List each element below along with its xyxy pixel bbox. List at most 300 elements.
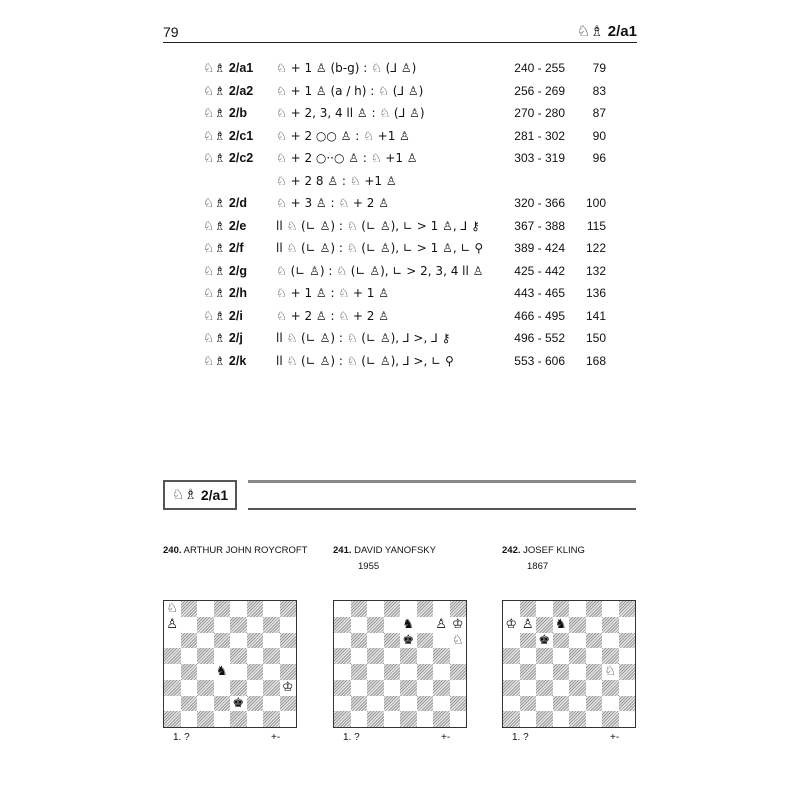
chess-piece-black: ♚ — [536, 633, 553, 649]
problem-year — [188, 561, 343, 573]
problem-heading — [502, 545, 682, 573]
board-square — [214, 696, 231, 712]
knight-bishop-icon: ♘♗ — [203, 217, 226, 233]
board-square — [247, 648, 264, 664]
chess-piece-white: ♘ — [602, 664, 619, 680]
knight-bishop-icon: ♘♗ — [203, 330, 226, 345]
knight-bishop-icon: ♘♗ — [203, 195, 226, 210]
toc-row — [203, 147, 613, 170]
board-square — [384, 601, 401, 617]
toc-code: ♘♗ 2/i — [203, 307, 243, 323]
chess-piece-white: ♙ — [520, 617, 537, 633]
board-square — [450, 648, 467, 664]
toc-row — [203, 215, 613, 238]
board-square — [536, 680, 553, 696]
board-square — [247, 680, 264, 696]
board-square — [569, 648, 586, 664]
board-square — [280, 601, 297, 617]
toc-description: ♘ + 2 8 ♙ : ♘ +1 ♙ — [276, 173, 397, 188]
chess-piece-black: ♚ — [230, 696, 247, 712]
board-square — [503, 711, 520, 727]
chess-piece-white: ♘ — [164, 601, 181, 617]
toc-page: 79 — [592, 61, 606, 75]
board-square — [553, 648, 570, 664]
board-square — [536, 648, 553, 664]
board-square — [197, 633, 214, 649]
toc-range: 425 - 442 — [514, 263, 565, 278]
problem-year: 1955 — [358, 561, 380, 572]
toc-description: ♘ (∟ ♙) : ♘ (∟ ♙), ∟ > 2, 3, 4 ll ♙ — [276, 263, 484, 278]
board-square — [384, 680, 401, 696]
board-square — [384, 711, 401, 727]
board-square — [586, 633, 603, 649]
board-square — [619, 711, 636, 727]
board-square — [400, 696, 417, 712]
board-square — [214, 601, 231, 617]
toc-row — [203, 282, 613, 305]
toc-description: ll ♘ (∟ ♙) : ♘ (∟ ♙), ∟ > 1 ♙, ⅃ ⚷ — [276, 218, 480, 233]
board-square — [164, 633, 181, 649]
board-square — [417, 601, 434, 617]
toc-page: 115 — [586, 218, 606, 233]
board-square — [367, 648, 384, 664]
board-square — [602, 711, 619, 727]
board-square — [334, 664, 351, 680]
toc-description: ll ♘ (∟ ♙) : ♘ (∟ ♙), ⅃ >, ∟ ⚲ — [276, 353, 454, 368]
board-square — [619, 633, 636, 649]
toc-range: 281 - 302 — [514, 128, 565, 143]
board-square — [503, 664, 520, 680]
board-square — [230, 601, 247, 617]
toc-page: 100 — [585, 196, 606, 210]
board-square — [417, 680, 434, 696]
header-rule — [163, 42, 637, 43]
board-square — [367, 633, 384, 649]
board-square — [230, 617, 247, 633]
board-square — [433, 711, 450, 727]
board-square — [181, 711, 198, 727]
toc-code: ♘♗ 2/g — [203, 262, 247, 278]
toc-page: 90 — [592, 128, 606, 143]
board-square — [367, 680, 384, 696]
board-square — [417, 696, 434, 712]
toc-page: 83 — [592, 83, 606, 98]
board-square — [263, 633, 280, 649]
board-square — [400, 711, 417, 727]
section-rule — [248, 480, 636, 510]
board-square — [433, 664, 450, 680]
board-square — [334, 696, 351, 712]
board-square — [164, 648, 181, 664]
chess-piece-white: ♔ — [280, 680, 297, 696]
toc-description: ♘ + 2 ○··○ ♙ : ♘ +1 ♙ — [276, 151, 418, 165]
board-square — [503, 648, 520, 664]
board-square — [181, 680, 198, 696]
board-square — [553, 680, 570, 696]
board-square — [197, 617, 214, 633]
toc-code: ♘♗ 2/f — [203, 240, 244, 255]
board-square — [351, 601, 368, 617]
toc-row — [203, 102, 613, 125]
toc-row — [203, 327, 613, 350]
board-square — [503, 680, 520, 696]
board-square — [586, 664, 603, 680]
toc-page: 122 — [585, 241, 606, 255]
board-square — [503, 696, 520, 712]
problem-result: +- — [441, 732, 451, 743]
board-square — [351, 696, 368, 712]
board-square — [197, 680, 214, 696]
toc-page: 87 — [592, 106, 606, 120]
board-square — [197, 601, 214, 617]
toc-row — [203, 350, 613, 373]
toc-code: ♘♗ 2/h — [203, 285, 247, 300]
board-square — [247, 601, 264, 617]
board-square — [384, 648, 401, 664]
board-square — [351, 617, 368, 633]
board-square — [164, 696, 181, 712]
board-square — [197, 696, 214, 712]
board-square — [384, 633, 401, 649]
knight-bishop-icon: ♘♗ — [203, 127, 226, 143]
contents-table — [203, 57, 613, 372]
board-square — [450, 680, 467, 696]
board-square — [351, 711, 368, 727]
board-square — [230, 664, 247, 680]
board-square — [569, 633, 586, 649]
board-square — [181, 648, 198, 664]
toc-row — [203, 192, 613, 215]
board-square — [433, 648, 450, 664]
toc-description: ♘ + 2, 3, 4 ll ♙ : ♘ (⅃ ♙) — [276, 106, 425, 120]
board-square — [586, 648, 603, 664]
toc-page: 150 — [585, 331, 606, 345]
board-square — [450, 601, 467, 617]
toc-description: ♘ + 1 ♙ : ♘ + 1 ♙ — [276, 286, 389, 300]
board-square — [520, 648, 537, 664]
board-square — [351, 664, 368, 680]
toc-description: ♘ + 2 ♙ : ♘ + 2 ♙ — [276, 308, 389, 323]
problem-author: DAVID YANOFSKY — [354, 545, 436, 556]
board-square — [280, 617, 297, 633]
toc-row — [203, 170, 613, 193]
board-square — [619, 680, 636, 696]
board-square — [619, 648, 636, 664]
toc-page: 168 — [585, 353, 606, 368]
board-square — [602, 696, 619, 712]
board-square — [553, 696, 570, 712]
toc-range: 443 - 465 — [514, 286, 565, 300]
board-square — [214, 680, 231, 696]
board-square — [400, 664, 417, 680]
board-square — [351, 680, 368, 696]
board-square — [417, 664, 434, 680]
board-square — [520, 633, 537, 649]
chess-board — [502, 600, 636, 728]
board-square — [197, 664, 214, 680]
board-square — [197, 711, 214, 727]
board-square — [602, 617, 619, 633]
board-square — [181, 633, 198, 649]
toc-code: ♘♗ 2/a2 — [203, 82, 254, 98]
knight-bishop-icon: ♘♗ — [203, 82, 226, 98]
toc-range: 240 - 255 — [514, 61, 565, 75]
board-square — [602, 633, 619, 649]
toc-range: 466 - 495 — [514, 308, 565, 323]
problem-author: ARTHUR JOHN ROYCROFT — [183, 545, 308, 556]
board-square — [536, 601, 553, 617]
toc-page: 132 — [585, 263, 606, 278]
board-square — [569, 711, 586, 727]
board-square — [247, 664, 264, 680]
board-square — [280, 711, 297, 727]
problem-number: 240. — [163, 545, 182, 556]
board-square — [334, 711, 351, 727]
board-square — [181, 664, 198, 680]
chess-piece-white: ♙ — [164, 617, 181, 633]
toc-code: ♘♗ 2/e — [203, 217, 247, 233]
board-square — [450, 711, 467, 727]
board-square — [164, 680, 181, 696]
board-square — [280, 696, 297, 712]
board-square — [569, 617, 586, 633]
toc-description: ♘ + 1 ♙ (a / h) : ♘ (⅃ ♙) — [276, 83, 424, 98]
board-square — [263, 617, 280, 633]
board-square — [367, 617, 384, 633]
board-square — [602, 601, 619, 617]
board-square — [417, 711, 434, 727]
board-square — [619, 617, 636, 633]
problem-stipulation: 1. ? — [512, 732, 529, 743]
board-square — [334, 601, 351, 617]
board-square — [520, 711, 537, 727]
board-square — [214, 711, 231, 727]
board-square — [351, 648, 368, 664]
board-square — [384, 664, 401, 680]
problem-number: 242. — [502, 545, 521, 556]
board-square — [181, 617, 198, 633]
board-square — [334, 617, 351, 633]
board-square — [553, 711, 570, 727]
board-square — [334, 633, 351, 649]
toc-row — [203, 57, 613, 80]
chess-piece-black: ♞ — [553, 617, 570, 633]
board-square — [214, 648, 231, 664]
board-square — [164, 711, 181, 727]
board-square — [214, 617, 231, 633]
board-square — [263, 601, 280, 617]
board-square — [334, 648, 351, 664]
toc-code: ♘♗ 2/c1 — [203, 127, 254, 143]
toc-description: ll ♘ (∟ ♙) : ♘ (∟ ♙), ⅃ >, ⅃ ⚷ — [276, 331, 451, 345]
toc-range: 320 - 366 — [514, 196, 565, 210]
board-square — [586, 696, 603, 712]
problem-year: 1867 — [527, 561, 549, 572]
board-square — [602, 648, 619, 664]
board-square — [586, 601, 603, 617]
toc-range: 270 - 280 — [514, 106, 565, 120]
board-square — [602, 680, 619, 696]
chess-board — [163, 600, 297, 728]
toc-range: 256 - 269 — [514, 83, 565, 98]
board-square — [334, 680, 351, 696]
board-square — [619, 696, 636, 712]
problem-stipulation: 1. ? — [343, 732, 360, 743]
knight-bishop-icon: ♘♗ — [203, 352, 226, 368]
toc-range: 496 - 552 — [514, 331, 565, 345]
toc-row — [203, 80, 613, 103]
board-square — [384, 617, 401, 633]
board-square — [181, 601, 198, 617]
board-square — [503, 633, 520, 649]
toc-code: ♘♗ 2/k — [203, 352, 247, 368]
board-square — [247, 633, 264, 649]
page-header — [163, 22, 637, 42]
toc-row — [203, 305, 613, 328]
header-section-code: 2/a1 — [607, 23, 637, 40]
chess-piece-black: ♞ — [400, 617, 417, 633]
board-square — [214, 633, 231, 649]
board-square — [367, 601, 384, 617]
knight-bishop-icon: ♘♗ — [203, 285, 226, 300]
board-square — [569, 664, 586, 680]
board-square — [351, 633, 368, 649]
board-square — [569, 601, 586, 617]
board-square — [536, 696, 553, 712]
toc-row — [203, 237, 613, 260]
board-square — [367, 711, 384, 727]
toc-row — [203, 260, 613, 283]
chess-board — [333, 600, 467, 728]
board-square — [553, 633, 570, 649]
board-square — [230, 711, 247, 727]
board-square — [367, 664, 384, 680]
board-square — [263, 680, 280, 696]
toc-page: 141 — [585, 308, 606, 323]
board-square — [280, 648, 297, 664]
board-square — [586, 680, 603, 696]
toc-range: 389 - 424 — [514, 241, 565, 255]
problem-author: JOSEF KLING — [523, 545, 585, 556]
board-square — [384, 696, 401, 712]
board-square — [520, 601, 537, 617]
chess-piece-black: ♞ — [214, 664, 231, 680]
board-square — [263, 648, 280, 664]
board-square — [247, 711, 264, 727]
toc-range: 553 - 606 — [514, 353, 565, 368]
toc-code: ♘♗ 2/j — [203, 330, 243, 345]
board-square — [520, 680, 537, 696]
board-square — [247, 617, 264, 633]
problem-heading — [163, 545, 343, 573]
toc-description: ♘ + 3 ♙ : ♘ + 2 ♙ — [276, 196, 389, 210]
board-square — [247, 696, 264, 712]
header-section — [577, 22, 637, 40]
knight-bishop-icon: ♘♗ — [203, 150, 226, 165]
board-square — [553, 664, 570, 680]
board-square — [503, 601, 520, 617]
toc-code: ♘♗ 2/c2 — [203, 150, 254, 165]
toc-range: 303 - 319 — [514, 151, 565, 165]
board-square — [520, 664, 537, 680]
board-square — [263, 711, 280, 727]
board-square — [263, 696, 280, 712]
problem-result: +- — [271, 732, 281, 743]
toc-code: ♘♗ 2/b — [203, 105, 247, 120]
chess-piece-white: ♘ — [450, 633, 467, 649]
page-number: 79 — [163, 24, 179, 40]
toc-code: ♘♗ 2/d — [203, 195, 247, 210]
toc-description: ♘ + 1 ♙ (b-g) : ♘ (⅃ ♙) — [276, 61, 417, 75]
knight-bishop-icon: ♘♗ — [576, 22, 604, 40]
board-square — [433, 680, 450, 696]
problem-heading — [333, 545, 513, 573]
board-square — [569, 680, 586, 696]
board-square — [586, 617, 603, 633]
board-square — [450, 696, 467, 712]
toc-code: ♘♗ 2/a1 — [203, 60, 254, 75]
board-square — [280, 664, 297, 680]
board-square — [433, 633, 450, 649]
board-square — [619, 664, 636, 680]
board-square — [536, 711, 553, 727]
board-square — [569, 696, 586, 712]
section-box-code: 2/a1 — [200, 487, 229, 503]
board-square — [553, 601, 570, 617]
chess-piece-white: ♙ — [433, 617, 450, 633]
chess-piece-white: ♔ — [503, 617, 520, 633]
board-square — [181, 696, 198, 712]
board-square — [400, 680, 417, 696]
knight-bishop-icon: ♘♗ — [203, 240, 226, 255]
knight-bishop-icon: ♘♗ — [203, 105, 226, 120]
knight-bishop-icon: ♘♗ — [171, 487, 197, 503]
toc-row — [203, 125, 613, 148]
chess-piece-white: ♔ — [450, 617, 467, 633]
toc-description: ll ♘ (∟ ♙) : ♘ (∟ ♙), ∟ > 1 ♙, ∟ ⚲ — [276, 241, 484, 255]
board-square — [433, 696, 450, 712]
board-square — [230, 633, 247, 649]
board-square — [536, 617, 553, 633]
problem-number: 241. — [333, 545, 352, 556]
board-square — [417, 648, 434, 664]
toc-page: 136 — [585, 286, 606, 300]
toc-range: 367 - 388 — [514, 218, 565, 233]
board-square — [619, 601, 636, 617]
board-square — [433, 601, 450, 617]
board-square — [400, 648, 417, 664]
board-square — [520, 696, 537, 712]
board-square — [280, 633, 297, 649]
board-square — [586, 711, 603, 727]
board-square — [417, 617, 434, 633]
board-square — [450, 664, 467, 680]
board-square — [230, 680, 247, 696]
section-box — [163, 480, 237, 510]
board-square — [367, 696, 384, 712]
knight-bishop-icon: ♘♗ — [203, 262, 226, 278]
toc-page: 96 — [592, 151, 606, 165]
board-square — [263, 664, 280, 680]
toc-description: ♘ + 2 ○○ ♙ : ♘ +1 ♙ — [276, 128, 410, 143]
chess-piece-black: ♚ — [400, 633, 417, 649]
board-square — [417, 633, 434, 649]
knight-bishop-icon: ♘♗ — [203, 307, 226, 323]
board-square — [197, 648, 214, 664]
board-square — [400, 601, 417, 617]
knight-bishop-icon: ♘♗ — [203, 60, 226, 75]
board-square — [164, 664, 181, 680]
